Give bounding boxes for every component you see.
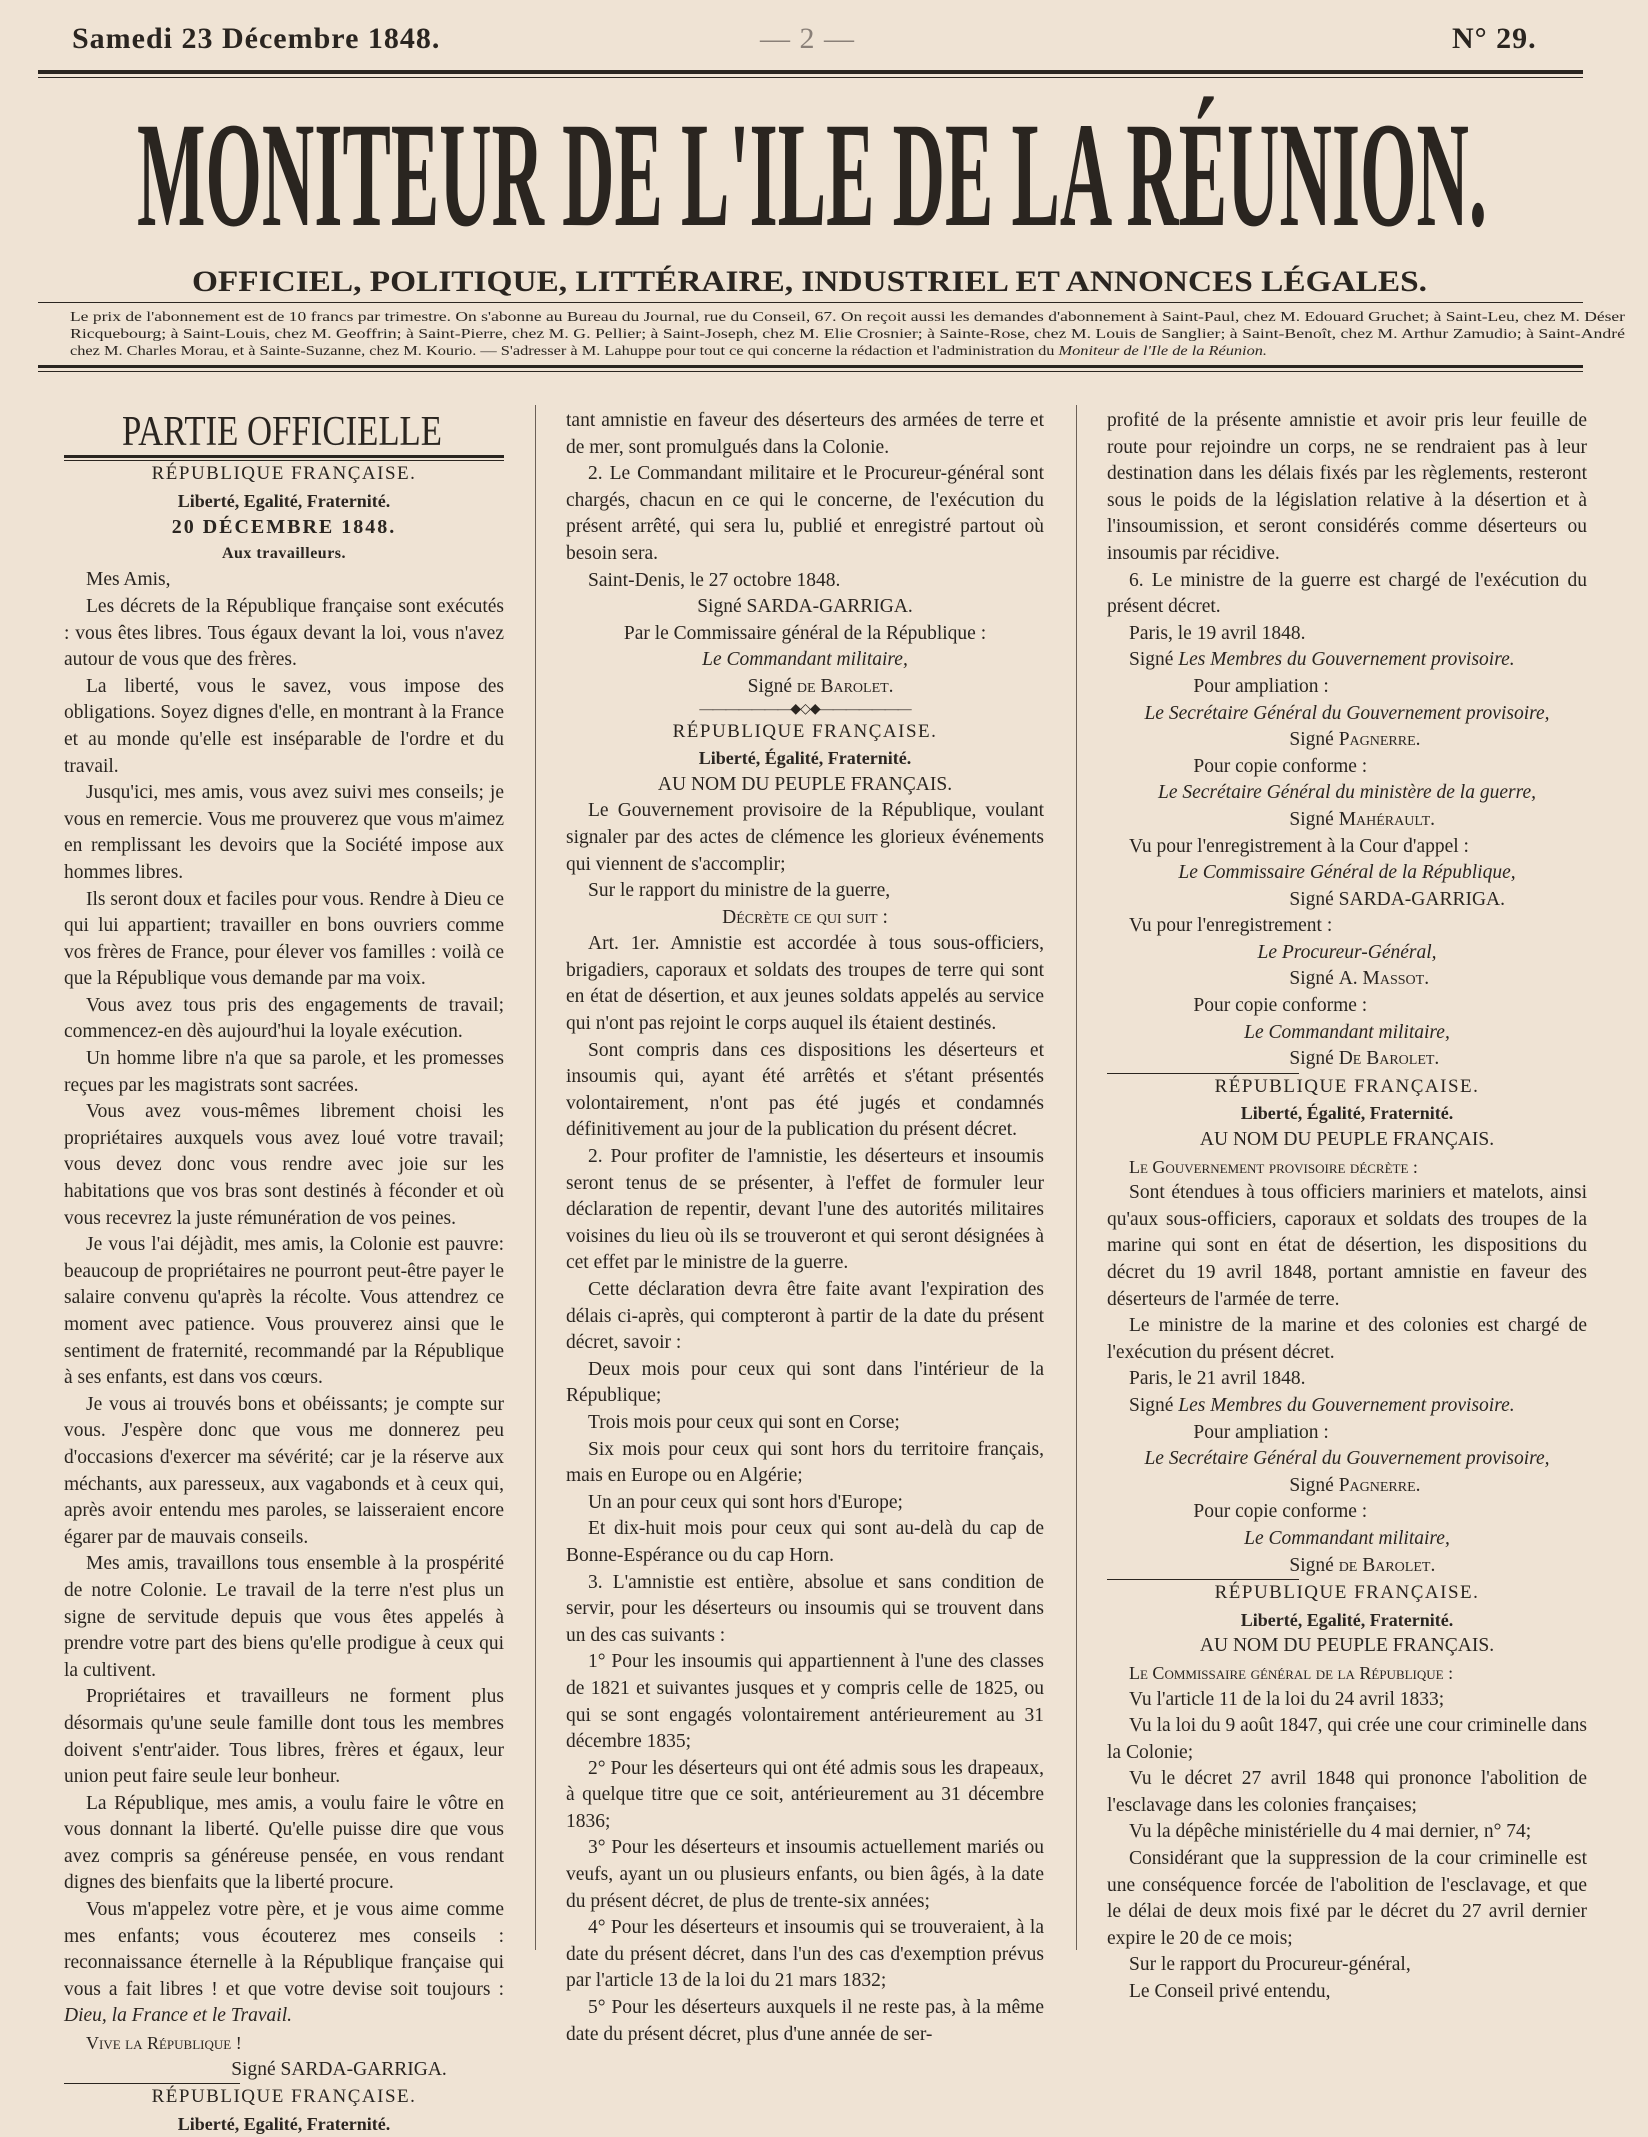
republic-heading (1107, 1074, 1587, 1101)
text: Pour copie conforme : (1193, 1501, 1368, 1523)
paragraph (566, 1437, 1044, 1490)
text: Sont compris dans ces dispositions les déserteurs et insoumis qui, ayant été arrêtés et s'étant présentés volontairement, n'ont pas été jugés et condamnés définitivement au jour de la publication du présent décret. (566, 1039, 1044, 1141)
signatory-name: Pagnerre. (1338, 729, 1421, 751)
text: Considérant que la suppression de la cour criminelle est une conséquence forcée de l'abolition de l'esclavage, et que le délai de deux mois fixé par le décret du 27 avril dernier expire le 20 de ce mois; (1107, 1848, 1587, 1949)
text-line (1107, 1366, 1587, 1393)
text: Paris, le 21 avril 1848. (1129, 1368, 1306, 1390)
paragraph (1107, 408, 1587, 568)
text-line (566, 568, 1044, 595)
masthead-subtitle (0, 262, 1648, 300)
notice-journal-name: Moniteur de l'Ile de la Réunion. (1058, 343, 1231, 358)
column-divider (535, 405, 536, 1950)
paragraph (566, 1835, 1044, 1915)
decree-heading (566, 772, 1044, 799)
paragraph (566, 461, 1044, 567)
masthead (0, 95, 1648, 260)
signatory-name: A. Massot. (1338, 968, 1430, 990)
motto (566, 745, 1044, 772)
text: Et dix-huit mois pour ceux qui sont au-delà du cap de Bonne-Espérance ou du cap Horn. (566, 1518, 1044, 1566)
signature (1107, 1553, 1587, 1580)
paragraph (566, 1756, 1044, 1836)
text: Signé (1289, 729, 1339, 751)
official-title (1107, 701, 1587, 728)
text: Pour ampliation : (1193, 1421, 1329, 1443)
text-line (1107, 621, 1587, 648)
motto (1107, 1607, 1587, 1634)
text-line (1107, 1420, 1587, 1447)
text: ———————◆◇◆——————— (699, 701, 911, 717)
text: RÉPUBLIQUE FRANÇAISE. (1214, 1582, 1480, 1604)
notice-rule-bottom (38, 365, 1583, 368)
signature (64, 2057, 504, 2084)
text: Signé SARDA-GARRIGA. (697, 596, 913, 618)
text: Pour copie conforme : (1193, 995, 1368, 1017)
text: tant amnistie en faveur des déserteurs des armées de terre et de mer, sont promulgués dans la Colonie. (566, 410, 1044, 458)
paragraph (1107, 1766, 1587, 1819)
text: RÉPUBLIQUE FRANÇAISE. (1214, 1075, 1480, 1097)
text: 2° Pour les déserteurs qui ont été admis sous les drapeaux, à quelque titre que ce soit, antérieurement au 31 décembre 1836; (566, 1757, 1044, 1832)
paragraph (566, 1516, 1044, 1569)
italic-text: Le Procureur-Général, (1257, 941, 1437, 963)
signature (1107, 887, 1587, 914)
text: 6. Le ministre de la guerre est chargé de l'exécution du présent décret. (1107, 569, 1587, 618)
paragraph (1107, 568, 1587, 621)
paragraph (64, 887, 504, 993)
small-caps-line (1107, 1660, 1587, 1687)
text: La liberté, vous le savez, vous impose des obligations. Soyez dignes d'elle, en montrant à la France et au monde qu'elle est inséparable de l'ordre et du travail. (64, 675, 504, 777)
paragraph (1107, 1952, 1587, 1979)
signature (1107, 1046, 1587, 1073)
decree-formula (566, 905, 1044, 932)
text: Mes amis, travaillons tous ensemble à la prospérité de notre Colonie. Le travail de la terre n'est plus un signe de servitude depuis que vous êtes appelés à prendre votre part des biens qu'elle prodigue à ceux qui la cultivent. (64, 1553, 504, 1681)
signature (1107, 807, 1587, 834)
paragraph (566, 1038, 1044, 1144)
text-line (1107, 993, 1587, 1020)
decree-heading (1107, 1633, 1587, 1660)
text: Je vous l'ai déjàdit, mes amis, la Colonie est pauvre: beaucoup de propriétaires ne pourront peut-être payer le salaire convenu qu'après la récolte. Vous attendrez ce moment avec patience. Vous prouverez ainsi que le sentiment de fraternité, recommandé par la République à ses enfants, est dans vos cœurs. (64, 1234, 504, 1389)
small-caps-line (1107, 1154, 1587, 1181)
italic-text: Le Commissaire Général de la République, (1178, 862, 1516, 884)
text: Signé (1129, 1394, 1179, 1416)
italic-text: Le Commandant militaire, (1244, 1021, 1450, 1043)
paragraph (566, 1144, 1044, 1277)
italic-text: Les Membres du Gouvernement provisoire. (1178, 1394, 1515, 1416)
paragraph (1107, 1979, 1587, 2006)
paragraph (64, 1897, 504, 2030)
masthead-rule-top-thin (38, 77, 1583, 78)
text: AU NOM DU PEUPLE FRANÇAIS. (657, 773, 953, 795)
paragraph (566, 1649, 1044, 1755)
text: Je vous ai trouvés bons et obéissants; je compte sur vous. J'espère donc que vous me donnerez peu d'occasions d'exercer ma sévérité; car je la réserve aux méchants, aux paresseux, aux vagabonds et à ceux qui, après avoir entendu mes paroles, se laisseraient encore égarer par de mauvais conseils. (64, 1393, 504, 1548)
issue-number: N° 29. (1452, 22, 1537, 55)
republic-heading (566, 719, 1044, 746)
text-line (1107, 913, 1587, 940)
paragraph (64, 1046, 504, 1099)
italic-text: Dieu, la France et le Travail. (64, 2005, 293, 2027)
paragraph (64, 1392, 504, 1552)
text: Un homme libre n'a que sa parole, et les promesses reçues par les magistrats sont sacrées. (64, 1048, 504, 1096)
republic-heading (64, 461, 504, 488)
signature (1107, 727, 1587, 754)
paragraph (64, 993, 504, 1046)
text: profité de la présente amnistie et avoir pris leur feuille de route pour rejoindre un corps, ne se rendraient pas à leur destination dans les délais fixés par les règlements, resteront sous le poids de la législation relative à la désertion et à l'insoumission, et seront considérés comme déserteurs ou insoumis par récidive. (1107, 410, 1587, 564)
official-title (1107, 940, 1587, 967)
paragraph (64, 674, 504, 780)
official-title (1107, 1020, 1587, 1047)
motto (64, 488, 504, 515)
italic-text: Le Secrétaire Général du Gouvernement provisoire, (1144, 702, 1550, 724)
text: Signé (1289, 808, 1339, 830)
text: Cette déclaration devra être faite avant l'expiration des délais ci-après, qui compteront à partir de la date du présent décret, savoir : (566, 1279, 1044, 1354)
official-title (1107, 1446, 1587, 1473)
text: Pour copie conforme : (1193, 755, 1368, 777)
signatory-name: Pagnerre. (1338, 1474, 1421, 1496)
notice-line-3-text: chez M. Charles Morau, et à Sainte-Suzanne, chez M. Kourio. — S'adresser à M. Lahuppe pour tout ce qui concerne la rédaction et l'administration du (70, 343, 888, 358)
paragraph (64, 594, 504, 674)
italic-text: Le Secrétaire Général du ministère de la guerre, (1158, 782, 1536, 804)
text: Mes Amis, (86, 569, 171, 591)
signature (1107, 1473, 1587, 1500)
newspaper-title: MONITEUR DE L'ILE DE LA RÉUNION. (137, 95, 1487, 258)
signatory-name: Mahérault. (1338, 808, 1436, 830)
paragraph (1107, 1687, 1587, 1714)
signature (566, 594, 1044, 621)
text: RÉPUBLIQUE FRANÇAISE. (151, 2086, 417, 2108)
paragraph (566, 1357, 1044, 1410)
text: Signé SARDA-GARRIGA. (1289, 888, 1505, 910)
text: 1° Pour les insoumis qui appartiennent à l'une des classes de 1821 et suivantes jusques et y compris celle de 1825, ou qui se sont engagés volontairement antérieurement au 31 décembre 1835; (566, 1651, 1044, 1753)
text: 2. Le Commandant militaire et le Procureur-général sont chargés, chacun en ce qui le concerne, de l'exécution du présent arrêté, qui sera lu, publié et enregistré partout où besoin sera. (566, 463, 1044, 564)
text-line (1107, 834, 1587, 861)
italic-text: Les Membres du Gouvernement provisoire. (1178, 649, 1515, 671)
notice-line-3 (70, 343, 1267, 358)
motto (1107, 1100, 1587, 1127)
paragraph (1107, 1313, 1587, 1366)
section-heading-text: PARTIE OFFICIELLE (122, 409, 442, 453)
text: Paris, le 19 avril 1848. (1129, 622, 1306, 644)
text: Le Gouvernement provisoire décrète : (1129, 1156, 1418, 1177)
paragraph (566, 1995, 1044, 2048)
text: 5° Pour les déserteurs auxquels il ne reste pas, à la même date du présent décret, plus d'une année de ser- (566, 1997, 1044, 2045)
text: Vu la dépêche ministérielle du 4 mai dernier, n° 74; (1129, 1821, 1532, 1843)
text: Six mois pour ceux qui sont hors du territoire français, mais en Europe ou en Algérie; (566, 1438, 1044, 1487)
text: Signé (1289, 1474, 1339, 1496)
paragraph (566, 1570, 1044, 1650)
text: RÉPUBLIQUE FRANÇAISE. (151, 463, 417, 484)
notice-rule-bottom-thin (38, 371, 1583, 372)
text: Vu la loi du 9 août 1847, qui crée une cour criminelle dans la Colonie; (1107, 1715, 1587, 1763)
paragraph (64, 780, 504, 886)
text-line (1107, 754, 1587, 781)
paragraph (1107, 1180, 1587, 1313)
text: Décrète ce qui suit : (722, 906, 888, 928)
paragraph (64, 1232, 504, 1392)
text: Trois mois pour ceux qui sont en Corse; (588, 1411, 900, 1433)
proclamation-date (64, 514, 504, 541)
text: Signé (1289, 1554, 1339, 1576)
paragraph (1107, 1713, 1587, 1766)
text: Signé (1129, 649, 1179, 671)
proclamation-subtitle (64, 541, 504, 568)
masthead-rule-top (38, 70, 1583, 74)
text: Liberté, Egalité, Fraternité. (177, 490, 391, 511)
notice-line-2: Ricquebourg; à Saint-Louis, chez M. Geoffrin; à Saint-Pierre, chez M. G. Pellier; à Saint-Joseph, chez M. Elie Crosnier; à Sainte-Rose, chez M. Louis de Sanglier; à Saint-Benoît, chez M. Arthur Zamudio; à Saint-André (70, 326, 1625, 341)
paragraph (566, 408, 1044, 461)
text: Sur le rapport du Procureur-général, (1129, 1954, 1411, 1976)
column-3 (1107, 408, 1587, 2006)
issue-date: Samedi 23 Décembre 1848. (72, 22, 441, 55)
text: 3. L'amnistie est entière, absolue et sans condition de servir, pour les déserteurs ou insoumis qui se trouvent dans un des cas suivants : (566, 1571, 1044, 1646)
text: Sur le rapport du ministre de la guerre, (588, 880, 891, 902)
text: RÉPUBLIQUE FRANÇAISE. (672, 720, 938, 742)
paragraph (64, 1684, 504, 1790)
signature (1107, 966, 1587, 993)
text: La République, mes amis, a voulu faire le vôtre en vous donnant la liberté. Qu'elle puisse dire que vous avez compris sa généreuse pensée, en vous rendant dignes des bienfaits que la liberté procure. (64, 1792, 504, 1894)
text: Vous avez vous-mêmes librement choisi les propriétaires auxquels vous avez loué votre travail; vous devez donc vous rendre avec joie sur les habitations que vos bras sont destinés à féconder et où vous recevrez la juste rémunération de vos peines. (64, 1101, 504, 1229)
text: Vive la République ! (86, 2033, 242, 2054)
republic-heading (1107, 1580, 1587, 1607)
signatory-name: De Barolet. (1338, 1048, 1440, 1070)
paragraph (566, 1915, 1044, 1995)
newspaper-subtitle: OFFICIEL, POLITIQUE, LITTÉRAIRE, INDUSTRIEL ET ANNONCES LÉGALES. (192, 265, 1427, 298)
notice-line-1: Le prix de l'abonnement est de 10 francs par trimestre. On s'abonne au Bureau du Journal, rue du Conseil, 67. On reçoit aussi les demandes d'abonnement à Saint-Paul, chez M. Edouard Gruchet; à Saint-Leu, chez M. Déser (70, 309, 1626, 324)
paragraph (64, 1551, 504, 1684)
text: Le ministre de la marine et des colonies est chargé de l'exécution du présent décret. (1107, 1315, 1587, 1363)
signatory-name: de Barolet. (1338, 1554, 1436, 1576)
text: Deux mois pour ceux qui sont dans l'intérieur de la République; (566, 1358, 1044, 1407)
paragraph (1107, 1819, 1587, 1846)
paragraph (1107, 1846, 1587, 1952)
text: 4° Pour les déserteurs et insoumis qui se trouveraient, à la date du présent décret, dans l'un des cas d'exemption prévus par l'article 13 de la loi du 21 mars 1832; (566, 1917, 1044, 1992)
section-heading-svg (64, 405, 504, 453)
paragraph (566, 798, 1044, 878)
paragraph (566, 931, 1044, 1037)
text-line (1107, 1393, 1587, 1420)
paragraph (566, 1490, 1044, 1517)
text: Le Conseil privé entendu, (1129, 1981, 1331, 2003)
text: Art. 1er. Amnistie est accordée à tous sous-officiers, brigadiers, caporaux et soldats des troupes de terre qui sont en état de désertion, et aux jeunes soldats appelés au service qui n'ont pas rejoint le corps auquel ils étaient destinés. (566, 933, 1044, 1035)
paragraph (566, 1410, 1044, 1437)
text: Signé (1289, 968, 1339, 990)
text: Jusqu'ici, mes amis, vous avez suivi mes conseils; je vous en remercie. Vous me prouverez que vous m'aimez en remplissant les devoirs que la Société impose aux hommes libres. (64, 782, 504, 883)
official-title (1107, 1526, 1587, 1553)
paragraph (566, 878, 1044, 905)
column-2 (566, 408, 1044, 2048)
text: Liberté, Égalité, Fraternité. (1240, 1103, 1454, 1124)
text: Par le Commissaire général de la République : (623, 622, 987, 644)
decree-heading (1107, 1127, 1587, 1154)
text-line (566, 621, 1044, 648)
text: 2. Pour profiter de l'amnistie, les déserteurs et insoumis seront tenus de se présenter, à l'effet de formuler leur déclaration de repentir, devant l'une des autorités militaires voisines du lieu où ils se trouveront et qui seront désignées à cet effet par le ministre de la guerre. (566, 1146, 1044, 1274)
text: 3° Pour les déserteurs et insoumis actuellement mariés ou veufs, ayant un ou plusieurs enfants, ou bien âgés, à la date du présent décret, de plus de trente-six années; (566, 1837, 1044, 1912)
text: Vous m'appelez votre père, et je vous aime comme mes enfants; vous écouterez mes conseils : reconnaissance éternelle à la République française qui vous a fait libres ! et que votre devise soit toujours : (64, 1899, 504, 2000)
text: Pour ampliation : (1193, 675, 1329, 697)
text: Liberté, Égalité, Fraternité. (698, 748, 912, 769)
section-heading (64, 405, 504, 455)
text: AU NOM DU PEUPLE FRANÇAIS. (1199, 1129, 1495, 1151)
ornament-separator (566, 701, 1044, 719)
motto (64, 2111, 504, 2137)
italic-text: Le Commandant militaire, (702, 649, 908, 671)
text-line (1107, 674, 1587, 701)
signatory-name: de Barolet. (796, 675, 894, 697)
page-number: — 2 — (760, 22, 855, 55)
paragraph (566, 1277, 1044, 1357)
text: Vous avez tous pris des engagements de travail; commencez-en dès aujourd'hui la loyale exécution. (64, 994, 504, 1043)
text: 20 DÉCEMBRE 1848. (171, 516, 397, 539)
column-divider (1076, 405, 1077, 1950)
text: Signé (1289, 1048, 1339, 1070)
official-title (566, 647, 1044, 674)
text: Sont étendues à tous officiers mariniers et matelots, ainsi qu'aux sous-officiers, caporaux et soldats des troupes de la marine qui sont en état de désertion, les dispositions du décret du 19 avril 1848, portant amnistie en faveur des déserteurs de l'armée de terre. (1107, 1182, 1587, 1310)
text: Saint-Denis, le 27 octobre 1848. (588, 569, 841, 591)
text: AU NOM DU PEUPLE FRANÇAIS. (1199, 1635, 1495, 1657)
notice-rule-top (38, 302, 1583, 303)
text: Le Gouvernement provisoire de la République, voulant signaler par des actes de clémence les glorieux événements qui viennent de s'accomplir; (566, 800, 1044, 875)
italic-text: Le Commandant militaire, (1244, 1527, 1450, 1549)
text: Vu pour l'enregistrement : (1129, 915, 1333, 937)
text: Vu le décret 27 avril 1848 qui prononce l'abolition de l'esclavage dans les colonies françaises; (1107, 1768, 1587, 1816)
text-line (1107, 647, 1587, 674)
text: Le Commissaire général de la République : (1129, 1662, 1454, 1683)
text-line (64, 567, 504, 594)
paragraph (64, 1099, 504, 1232)
republic-heading (64, 2084, 504, 2111)
paragraph (64, 1791, 504, 1897)
subscription-notice (0, 305, 1648, 365)
text: Vu pour l'enregistrement à la Cour d'appel : (1129, 835, 1469, 857)
text: Liberté, Egalité, Fraternité. (1240, 1609, 1454, 1630)
text: Signé SARDA-GARRIGA. (231, 2058, 447, 2080)
text: Vu l'article 11 de la loi du 24 avril 1833; (1129, 1688, 1445, 1710)
official-title (1107, 860, 1587, 887)
official-title (1107, 780, 1587, 807)
signature (566, 674, 1044, 701)
text: Les décrets de la République française sont exécutés : vous êtes libres. Tous égaux devant la loi, vous n'avez autour de vous que des frères. (64, 595, 504, 671)
text: Un an pour ceux qui sont hors d'Europe; (588, 1491, 903, 1513)
text: Ils seront doux et faciles pour vous. Rendre à Dieu ce qui lui appartient; travailler en bons ouvriers comme vos frères de France, pour élever vos familles : voilà ce que la République vous demande par ma voix. (64, 888, 504, 990)
text: Propriétaires et travailleurs ne forment plus désormais qu'une seule famille dont tous les membres doivent s'entr'aider. Tous libres, frères et égaux, leur union peut faire seule leur bonheur. (64, 1686, 504, 1788)
text: Signé (747, 675, 797, 697)
text-line (1107, 1499, 1587, 1526)
italic-text: Le Secrétaire Général du Gouvernement provisoire, (1144, 1448, 1550, 1470)
text: Liberté, Egalité, Fraternité. (177, 2113, 391, 2134)
text: Aux travailleurs. (221, 544, 347, 562)
small-caps-line (64, 2030, 504, 2057)
column-1 (64, 405, 504, 2137)
